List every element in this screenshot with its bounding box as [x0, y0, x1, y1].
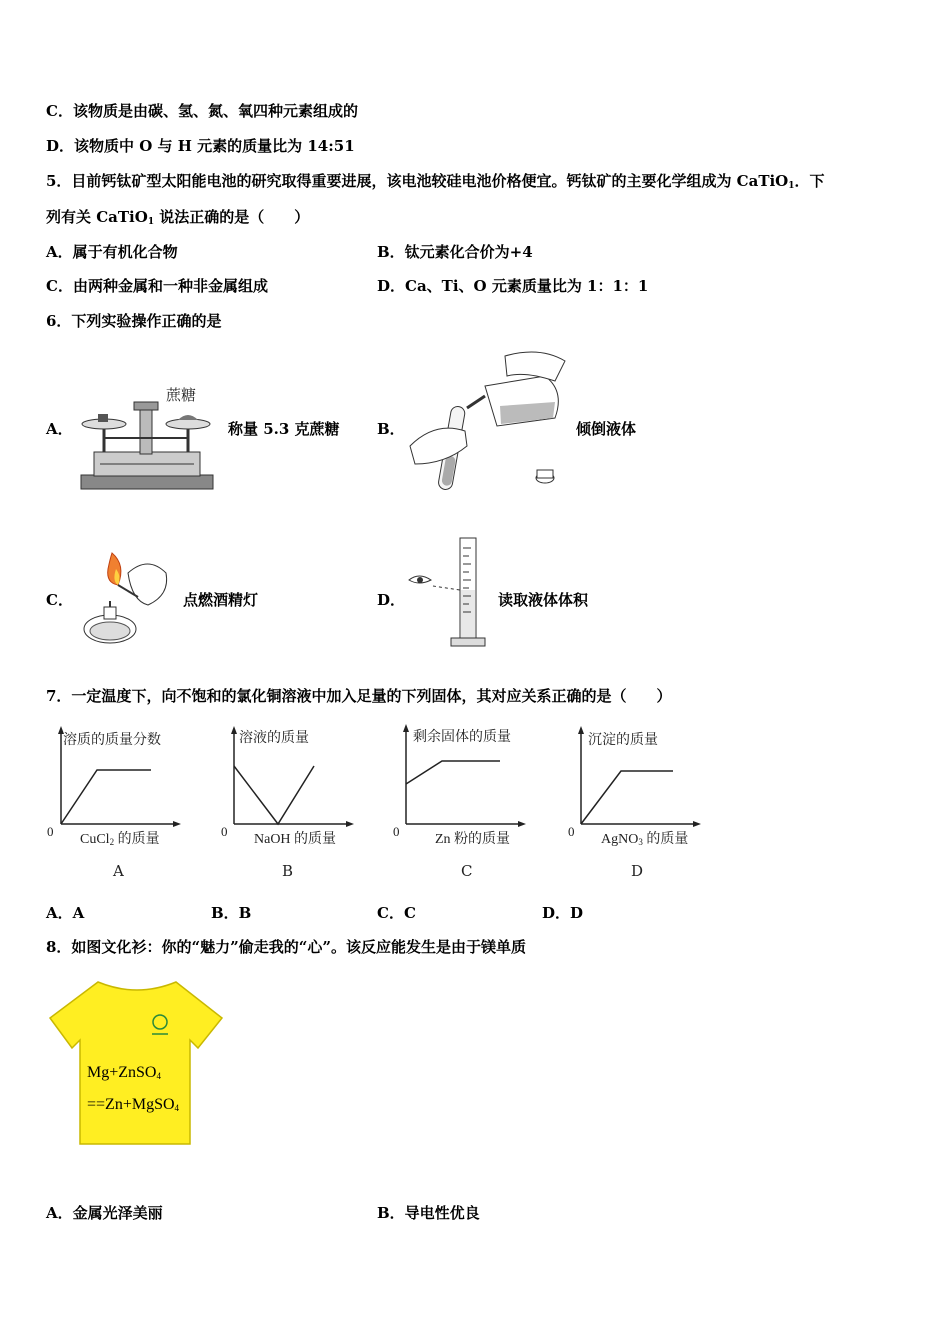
q8-stem: 8．如图文化衫：你的“魅力”偷走我的“心”。该反应能发生是由于镁单质: [46, 938, 526, 956]
graph-b-xlabel: NaOH 的质量: [254, 832, 337, 847]
graduated-cylinder-figure: [405, 534, 495, 650]
graph-a-tag: A: [113, 862, 124, 880]
q7-option-a: A．A: [46, 904, 85, 922]
balance-scale-figure: [76, 380, 218, 495]
q7-option-b: B．B: [211, 904, 252, 922]
graph-d-ylabel: 沉淀的质量: [588, 732, 658, 748]
q6-option-d-caption: 读取液体体积: [498, 591, 589, 609]
q6-option-b-letter: B．: [377, 420, 405, 438]
q7-option-d: D．D: [542, 904, 584, 922]
q6-option-c-caption: 点燃酒精灯: [183, 591, 259, 609]
q5-stem-line1: 5．目前钙钛矿型太阳能电池的研究取得重要进展，该电池较硅电池价格便宜。钙钛矿的主要化学组成为 CaTiO$_1$．下: [46, 172, 825, 191]
q6-option-c-letter: C．: [46, 591, 73, 609]
graph-a-origin: 0: [47, 824, 54, 839]
graph-b-ylabel: 溶液的质量: [239, 730, 309, 746]
q6-option-a-letter: A．: [46, 420, 73, 438]
q5-option-a: A．属于有机化合物: [46, 243, 178, 261]
graph-a-ylabel: 溶质的质量分数: [63, 732, 161, 748]
q5-option-c: C．由两种金属和一种非金属组成: [46, 277, 268, 295]
q8-option-a: A．金属光泽美丽: [46, 1204, 163, 1222]
q6-option-b-caption: 倾倒液体: [576, 420, 637, 438]
q6-option-a-caption: 称量 5.3 克蔗糖: [228, 420, 340, 438]
q6-stem: 6．下列实验操作正确的是: [46, 312, 222, 330]
q7-option-c: C．C: [377, 904, 416, 922]
graph-c-tag: C: [461, 862, 473, 880]
q8-option-b: B．导电性优良: [377, 1204, 480, 1222]
graph-d-origin: 0: [568, 824, 575, 839]
q7-stem: 7．一定温度下，向不饱和的氯化铜溶液中加入足量的下列固体，其对应关系正确的是（ ）: [46, 687, 672, 705]
q5-option-d: D．Ca、Ti、O 元素质量比为 1：1：1: [377, 277, 649, 295]
q6-option-d-letter: D．: [377, 591, 406, 609]
graph-b-origin: 0: [221, 824, 228, 839]
shirt-equation-line2: ==Zn+MgSO$_4$: [87, 1096, 180, 1113]
graph-d-tag: D: [631, 862, 644, 880]
shirt-equation-line1: Mg+ZnSO$_4$: [87, 1064, 161, 1081]
q4-option-d: D．该物质中 O 与 H 元素的质量比为 14:51: [46, 137, 355, 155]
graph-b-tag: B: [282, 862, 294, 880]
q5-option-b: B．钛元素化合价为+4: [377, 243, 533, 261]
graph-c-origin: 0: [393, 824, 400, 839]
graph-c-ylabel: 剩余固体的质量: [413, 729, 511, 745]
graph-d-xlabel: AgNO$_3$ 的质量: [601, 832, 689, 847]
q4-option-c: C．该物质是由碳、氢、氮、氧四种元素组成的: [46, 102, 358, 120]
graph-a-xlabel: CuCl$_2$ 的质量: [80, 832, 160, 847]
q5-stem-line2: 列有关 CaTiO$_1$ 说法正确的是（ ）: [46, 208, 310, 227]
alcohol-lamp-figure: [78, 545, 178, 650]
pouring-liquid-figure: [405, 346, 575, 496]
t-shirt-figure: [48, 978, 226, 1148]
graph-c-xlabel: Zn 粉的质量: [435, 832, 511, 847]
sugar-label: 蔗糖: [166, 386, 197, 404]
